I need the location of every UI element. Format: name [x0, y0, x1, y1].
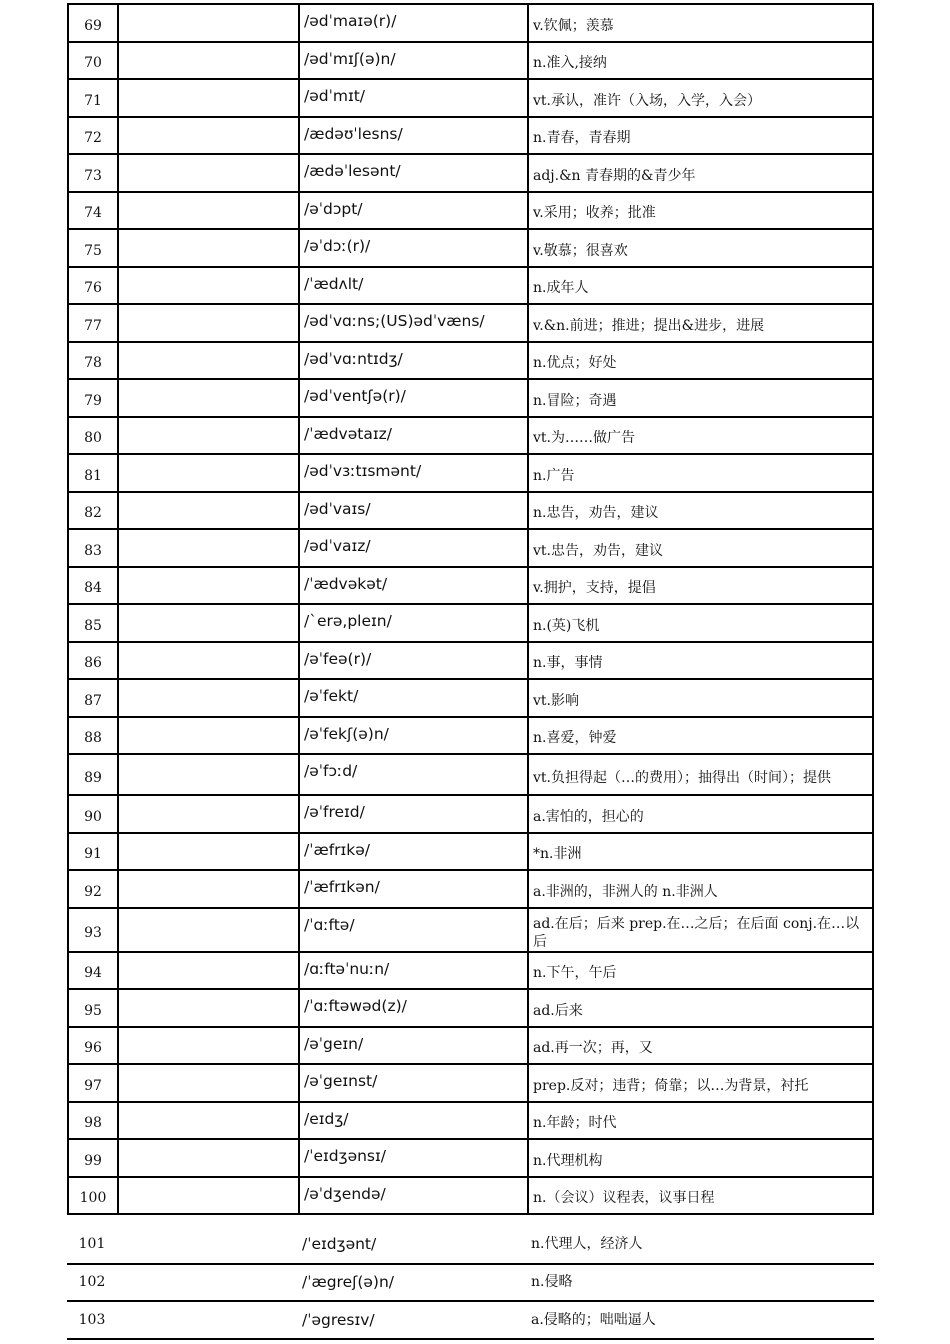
- word-cell: [118, 1177, 299, 1215]
- definition: n.代理机构: [528, 1139, 873, 1177]
- definition: n.冒险；奇遇: [528, 379, 873, 417]
- phonetic-transcription: /ædəʊˈlesns/: [299, 117, 528, 155]
- entry-number: 83: [68, 529, 118, 567]
- phonetic-transcription: /ədˈvɜːtɪsmənt/: [299, 454, 528, 492]
- phonetic-transcription: /əˈfekt/: [299, 679, 528, 717]
- table-row: [68, 492, 873, 530]
- definition: v.&n.前进；推进；提出&进步，进展: [528, 304, 873, 342]
- phonetic-transcription: /əˈdʒendə/: [299, 1177, 528, 1215]
- entry-number: 76: [68, 267, 118, 305]
- entry-number: 98: [68, 1102, 118, 1140]
- definition: n.(英)飞机: [528, 604, 873, 642]
- table-row: [68, 1177, 873, 1215]
- table-row: [68, 952, 873, 990]
- table-row: [67, 1226, 874, 1264]
- definition: adj.&n 青春期的&青少年: [528, 154, 873, 192]
- entry-number: 91: [68, 833, 118, 871]
- table-row: [68, 567, 873, 605]
- definition: vt.负担得起（…的费用）；抽得出（时间）；提供: [528, 754, 873, 795]
- phonetic-transcription: /əˈfreɪd/: [299, 795, 528, 833]
- vocabulary-table-continued: [67, 1226, 874, 1340]
- definition: vt.忠告，劝告，建议: [528, 529, 873, 567]
- word-cell: [118, 604, 299, 642]
- entry-number: 71: [68, 79, 118, 117]
- entry-number: 81: [68, 454, 118, 492]
- word-cell: [118, 454, 299, 492]
- definition: n.准入,接纳: [528, 42, 873, 80]
- table-row: [68, 717, 873, 755]
- table-row: [68, 417, 873, 455]
- phonetic-transcription: /ɑːftəˈnuːn/: [299, 952, 528, 990]
- entry-number: 89: [68, 754, 118, 795]
- definition: ad.再一次；再，又: [528, 1027, 873, 1065]
- definition: n.优点；好处: [528, 342, 873, 380]
- definition: v.敬慕；很喜欢: [528, 229, 873, 267]
- phonetic-transcription: /əˈgeɪnst/: [299, 1064, 528, 1102]
- word-cell: [118, 795, 299, 833]
- definition: n.成年人: [528, 267, 873, 305]
- entry-number: 93: [68, 908, 118, 952]
- definition: *n.非洲: [528, 833, 873, 871]
- entry-number: 96: [68, 1027, 118, 1065]
- table-row: [68, 754, 873, 795]
- phonetic-transcription: /ədˈvaɪz/: [299, 529, 528, 567]
- vocabulary-table-body: [68, 4, 873, 1214]
- word-cell: [118, 1064, 299, 1102]
- word-cell: [118, 304, 299, 342]
- word-cell: [118, 379, 299, 417]
- entry-number: 69: [68, 4, 118, 42]
- table-row: [68, 42, 873, 80]
- entry-number: 75: [68, 229, 118, 267]
- entry-number: 70: [68, 42, 118, 80]
- word-cell: [118, 1102, 299, 1140]
- definition: n.广告: [528, 454, 873, 492]
- table-row: [68, 154, 873, 192]
- table-row: [68, 379, 873, 417]
- entry-number: 86: [68, 642, 118, 680]
- word-cell: [118, 567, 299, 605]
- word-cell: [118, 4, 299, 42]
- word-cell: [118, 79, 299, 117]
- word-cell: [118, 1139, 299, 1177]
- phonetic-transcription: /ˈæfrɪkən/: [299, 870, 528, 908]
- word-cell: [118, 952, 299, 990]
- definition: a.害怕的，担心的: [528, 795, 873, 833]
- word-cell: [117, 1301, 298, 1339]
- phonetic-transcription: /ədˈmaɪə(r)/: [299, 4, 528, 42]
- entry-number: 80: [68, 417, 118, 455]
- definition: a.非洲的，非洲人的 n.非洲人: [528, 870, 873, 908]
- word-cell: [118, 342, 299, 380]
- phonetic-transcription: /ˈɑːftəwəd(z)/: [299, 989, 528, 1027]
- phonetic-transcription: /əˈdɔː(r)/: [299, 229, 528, 267]
- table-row: [68, 908, 873, 952]
- word-cell: [118, 754, 299, 795]
- table-row: [68, 989, 873, 1027]
- definition: n.喜爱，钟爱: [528, 717, 873, 755]
- phonetic-transcription: /ədˈventʃə(r)/: [299, 379, 528, 417]
- word-cell: [118, 492, 299, 530]
- definition: vt.影响: [528, 679, 873, 717]
- phonetic-transcription: /əˈfɔːd/: [299, 754, 528, 795]
- entry-number: 100: [68, 1177, 118, 1215]
- table-row: [68, 304, 873, 342]
- entry-number: 82: [68, 492, 118, 530]
- definition: vt.为……做广告: [528, 417, 873, 455]
- definition: v.钦佩；羡慕: [528, 4, 873, 42]
- phonetic-transcription: /əˈgeɪn/: [299, 1027, 528, 1065]
- entry-number: 94: [68, 952, 118, 990]
- definition: v.拥护，支持，提倡: [528, 567, 873, 605]
- entry-number: 85: [68, 604, 118, 642]
- phonetic-transcription: /ædəˈlesənt/: [299, 154, 528, 192]
- entry-number: 79: [68, 379, 118, 417]
- phonetic-transcription: /ˈædvətaɪz/: [299, 417, 528, 455]
- table-row: [68, 529, 873, 567]
- entry-number: 97: [68, 1064, 118, 1102]
- definition: n.年龄；时代: [528, 1102, 873, 1140]
- definition: n.侵略: [527, 1264, 874, 1302]
- word-cell: [118, 267, 299, 305]
- word-cell: [118, 42, 299, 80]
- definition: vt.承认，准许（入场，入学，入会）: [528, 79, 873, 117]
- table-row: [68, 117, 873, 155]
- phonetic-transcription: /əˈdɔpt/: [299, 192, 528, 230]
- entry-number: 78: [68, 342, 118, 380]
- definition: n.代理人，经济人: [527, 1226, 874, 1264]
- definition: ad.在后；后来 prep.在…之后；在后面 conj.在…以后: [528, 908, 873, 952]
- table-row: [68, 642, 873, 680]
- table-row: [68, 833, 873, 871]
- entry-number: 77: [68, 304, 118, 342]
- phonetic-transcription: /ˈægreʃ(ə)n/: [298, 1264, 527, 1302]
- phonetic-transcription: /ədˈmɪt/: [299, 79, 528, 117]
- table-row: [68, 4, 873, 42]
- word-cell: [118, 642, 299, 680]
- entry-number: 88: [68, 717, 118, 755]
- word-cell: [118, 1027, 299, 1065]
- table-row: [68, 192, 873, 230]
- entry-number: 101: [67, 1226, 117, 1264]
- phonetic-transcription: /ˋerə,pleɪn/: [299, 604, 528, 642]
- entry-number: 102: [67, 1264, 117, 1302]
- word-cell: [118, 679, 299, 717]
- word-cell: [118, 989, 299, 1027]
- word-cell: [118, 870, 299, 908]
- phonetic-transcription: /ˈeɪdʒənt/: [298, 1226, 527, 1264]
- definition: a.侵略的；咄咄逼人: [527, 1301, 874, 1339]
- word-cell: [118, 117, 299, 155]
- phonetic-transcription: /ˈɑːftə/: [299, 908, 528, 952]
- definition: n.事，事情: [528, 642, 873, 680]
- definition: n.下午，午后: [528, 952, 873, 990]
- phonetic-transcription: /ˈeɪdʒənsɪ/: [299, 1139, 528, 1177]
- definition: n.忠告，劝告，建议: [528, 492, 873, 530]
- table-row: [68, 267, 873, 305]
- table-row: [68, 342, 873, 380]
- definition: n.青春，青春期: [528, 117, 873, 155]
- table-row: [67, 1301, 874, 1339]
- definition: ad.后来: [528, 989, 873, 1027]
- table-row: [68, 1139, 873, 1177]
- table-row: [68, 679, 873, 717]
- table-row: [67, 1264, 874, 1302]
- word-cell: [118, 417, 299, 455]
- entry-number: 84: [68, 567, 118, 605]
- phonetic-transcription: /ˈædʌlt/: [299, 267, 528, 305]
- table-row: [68, 454, 873, 492]
- entry-number: 99: [68, 1139, 118, 1177]
- phonetic-transcription: /əˈfeə(r)/: [299, 642, 528, 680]
- table-row: [68, 604, 873, 642]
- table-row: [68, 229, 873, 267]
- phonetic-transcription: /ədˈvɑːntɪdʒ/: [299, 342, 528, 380]
- phonetic-transcription: /ədˈvaɪs/: [299, 492, 528, 530]
- table-row: [68, 1064, 873, 1102]
- entry-number: 87: [68, 679, 118, 717]
- table-row: [68, 870, 873, 908]
- phonetic-transcription: /eɪdʒ/: [299, 1102, 528, 1140]
- word-cell: [118, 529, 299, 567]
- definition: n.（会议）议程表，议事日程: [528, 1177, 873, 1215]
- table-row: [68, 1102, 873, 1140]
- entry-number: 73: [68, 154, 118, 192]
- vocabulary-table: [67, 3, 874, 1215]
- entry-number: 74: [68, 192, 118, 230]
- definition: prep.反对；违背；倚靠；以…为背景，衬托: [528, 1064, 873, 1102]
- word-cell: [118, 717, 299, 755]
- vocabulary-table-continued-body: [67, 1226, 874, 1339]
- entry-number: 72: [68, 117, 118, 155]
- table-row: [68, 795, 873, 833]
- phonetic-transcription: /ˈəgresɪv/: [298, 1301, 527, 1339]
- word-cell: [118, 154, 299, 192]
- word-cell: [117, 1226, 298, 1264]
- word-cell: [118, 229, 299, 267]
- entry-number: 95: [68, 989, 118, 1027]
- phonetic-transcription: /ˈædvəkət/: [299, 567, 528, 605]
- word-cell: [118, 908, 299, 952]
- table-row: [68, 1027, 873, 1065]
- entry-number: 90: [68, 795, 118, 833]
- phonetic-transcription: /ˈæfrɪkə/: [299, 833, 528, 871]
- entry-number: 92: [68, 870, 118, 908]
- word-cell: [117, 1264, 298, 1302]
- table-row: [68, 79, 873, 117]
- phonetic-transcription: /əˈfekʃ(ə)n/: [299, 717, 528, 755]
- entry-number: 103: [67, 1301, 117, 1339]
- word-cell: [118, 192, 299, 230]
- phonetic-transcription: /ədˈmɪʃ(ə)n/: [299, 42, 528, 80]
- word-cell: [118, 833, 299, 871]
- definition: v.采用；收养；批准: [528, 192, 873, 230]
- phonetic-transcription: /ədˈvɑːns;(US)ədˈvæns/: [299, 304, 528, 342]
